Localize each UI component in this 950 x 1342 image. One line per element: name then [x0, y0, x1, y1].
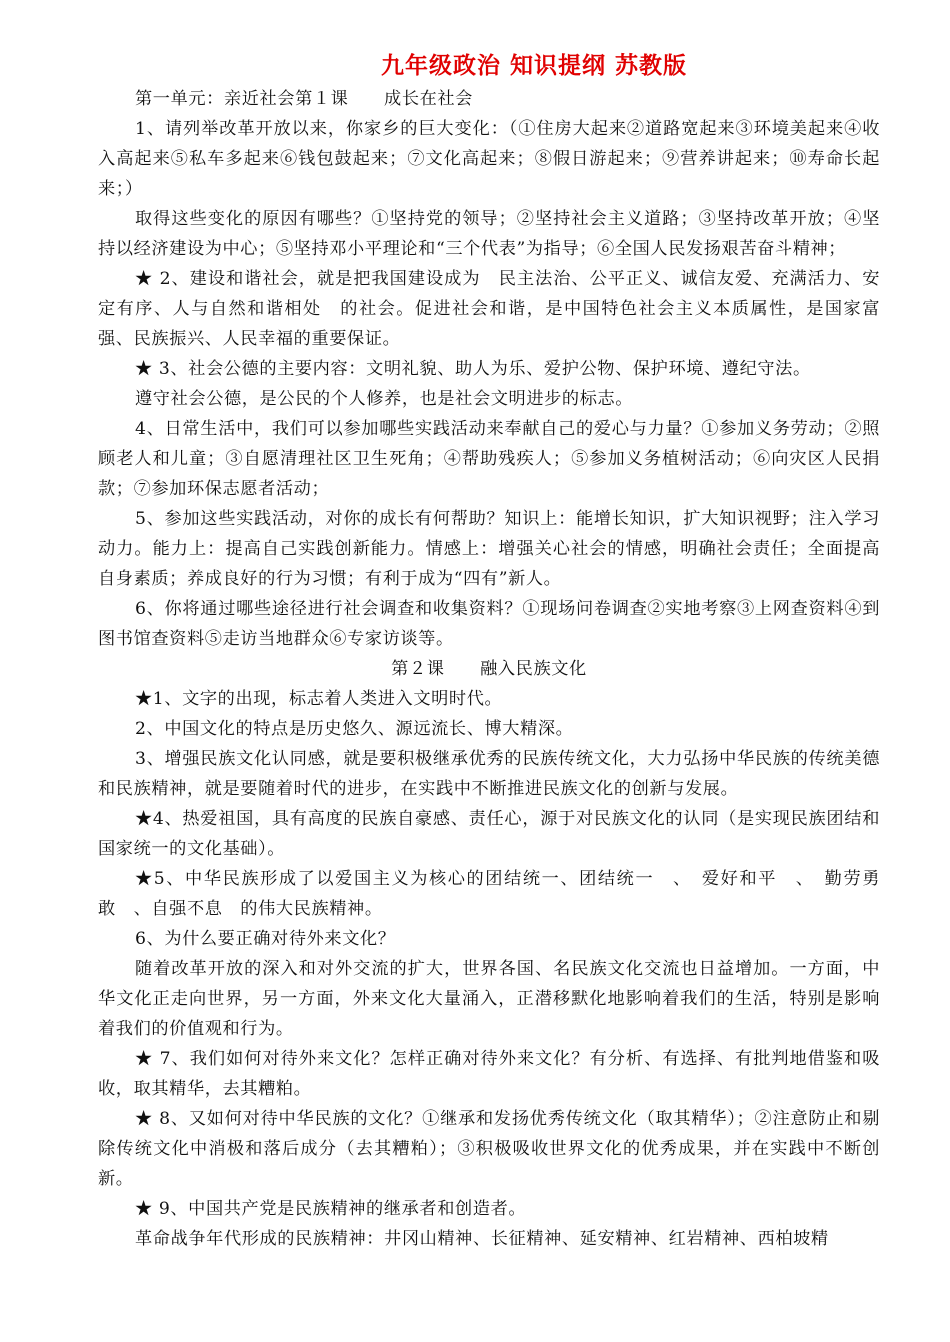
lesson1-q5: 5、参加这些实践活动，对你的成长有何帮助？知识上：能增长知识，扩大知识视野；注入学习动力。能力上：提高自己实践创新能力。情感上：增强关心社会的情感，明确社会责任；全面提高自身素质；养成良好的行为习惯；有利于成为“四有”新人。 [98, 509, 880, 589]
unit-heading: 第一单元：亲近社会第１课 成长在社会 [135, 89, 473, 109]
lesson2-q1: ★1、文字的出现，标志着人类进入文明时代。 [135, 689, 503, 709]
lesson1-q3: ★ 3、社会公德的主要内容：文明礼貌、助人为乐、爱护公物、保护环境、遵纪守法。 [135, 359, 811, 379]
lesson2-q3: 3、增强民族文化认同感，就是要积极继承优秀的民族传统文化，大力弘扬中华民族的传统美德和民族精神，就是要随着时代的进步，在实践中不断推进民族文化的创新与发展。 [98, 749, 880, 799]
lesson2-q6-answer: 随着改革开放的深入和对外交流的扩大，世界各国、名民族文化交流也日益增加。一方面，中华文化正走向世界，另一方面，外来文化大量涌入，正潜移默化地影响着我们的生活，特别是影响着我们的价值观和行为。 [98, 959, 880, 1039]
lesson1-q3-note: 遵守社会公德，是公民的个人修养，也是社会文明进步的标志。 [135, 389, 634, 409]
lesson2-heading: 第２课 融入民族文化 [391, 659, 587, 679]
lesson1-q6: 6、你将通过哪些途径进行社会调查和收集资料？①现场问卷调查②实地考察③上网查资料④到图书馆查资料⑤走访当地群众⑥专家访谈等。 [98, 599, 880, 649]
lesson2-q7: ★ 7、我们如何对待外来文化？怎样正确对待外来文化？有分析、有选择、有批判地借鉴和吸收，取其精华，去其糟粕。 [98, 1049, 880, 1099]
lesson1-q4: 4、日常生活中，我们可以参加哪些实践活动来奉献自己的爱心与力量？①参加义务劳动；②照顾老人和儿童；③自愿清理社区卫生死角；④帮助残疾人；⑤参加义务植树活动；⑥向灾区人民捐款；⑦参加环保志愿者活动； [98, 419, 880, 499]
document-title: 九年级政治 知识提纲 苏教版 [380, 53, 687, 79]
lesson2-q9: ★ 9、中国共产党是民族精神的继承者和创造者。 [135, 1199, 527, 1219]
lesson2-q4: ★4、热爱祖国，具有高度的民族自豪感、责任心，源于对民族文化的认同（是实现民族团结和国家统一的文化基础）。 [98, 809, 880, 859]
lesson2-q9-note: 革命战争年代形成的民族精神：井冈山精神、长征精神、延安精神、红岩精神、西柏坡精 [135, 1229, 829, 1249]
lesson2-q2: 2、中国文化的特点是历史悠久、源远流长、博大精深。 [135, 719, 574, 739]
lesson2-q5: ★5、中华民族形成了以爱国主义为核心的团结统一、团结统一 、 爱好和平 、 勤劳勇敢 、自强不息 的伟大民族精神。 [98, 869, 880, 919]
lesson1-q1-reason: 取得这些变化的原因有哪些？①坚持党的领导；②坚持社会主义道路；③坚持改革开放；④坚持以经济建设为中心；⑤坚持邓小平理论和“三个代表”为指导；⑥全国人民发扬艰苦奋斗精神； [98, 209, 880, 259]
lesson2-q8: ★ 8、又如何对待中华民族的文化？①继承和发扬优秀传统文化（取其精华）；②注意防止和剔除传统文化中消极和落后成分（去其糟粕）；③积极吸收世界文化的优秀成果，并在实践中不断创新。 [98, 1109, 880, 1189]
lesson2-q6: 6、为什么要正确对待外来文化？ [135, 929, 396, 949]
lesson1-q1: 1、请列举改革开放以来，你家乡的巨大变化：（①住房大起来②道路宽起来③环境美起来④收入高起来⑤私车多起来⑥钱包鼓起来；⑦文化高起来；⑧假日游起来；⑨营养讲起来；⑩寿命长起来；） [98, 119, 880, 199]
lesson1-q2: ★ 2、建设和谐社会，就是把我国建设成为 民主法治、公平正义、诚信友爱、充满活力、安定有序、人与自然和谐相处 的社会。促进社会和谐，是中国特色社会主义本质属性，是国家富强、民族振兴、人民幸福的重要保证。 [98, 269, 880, 349]
